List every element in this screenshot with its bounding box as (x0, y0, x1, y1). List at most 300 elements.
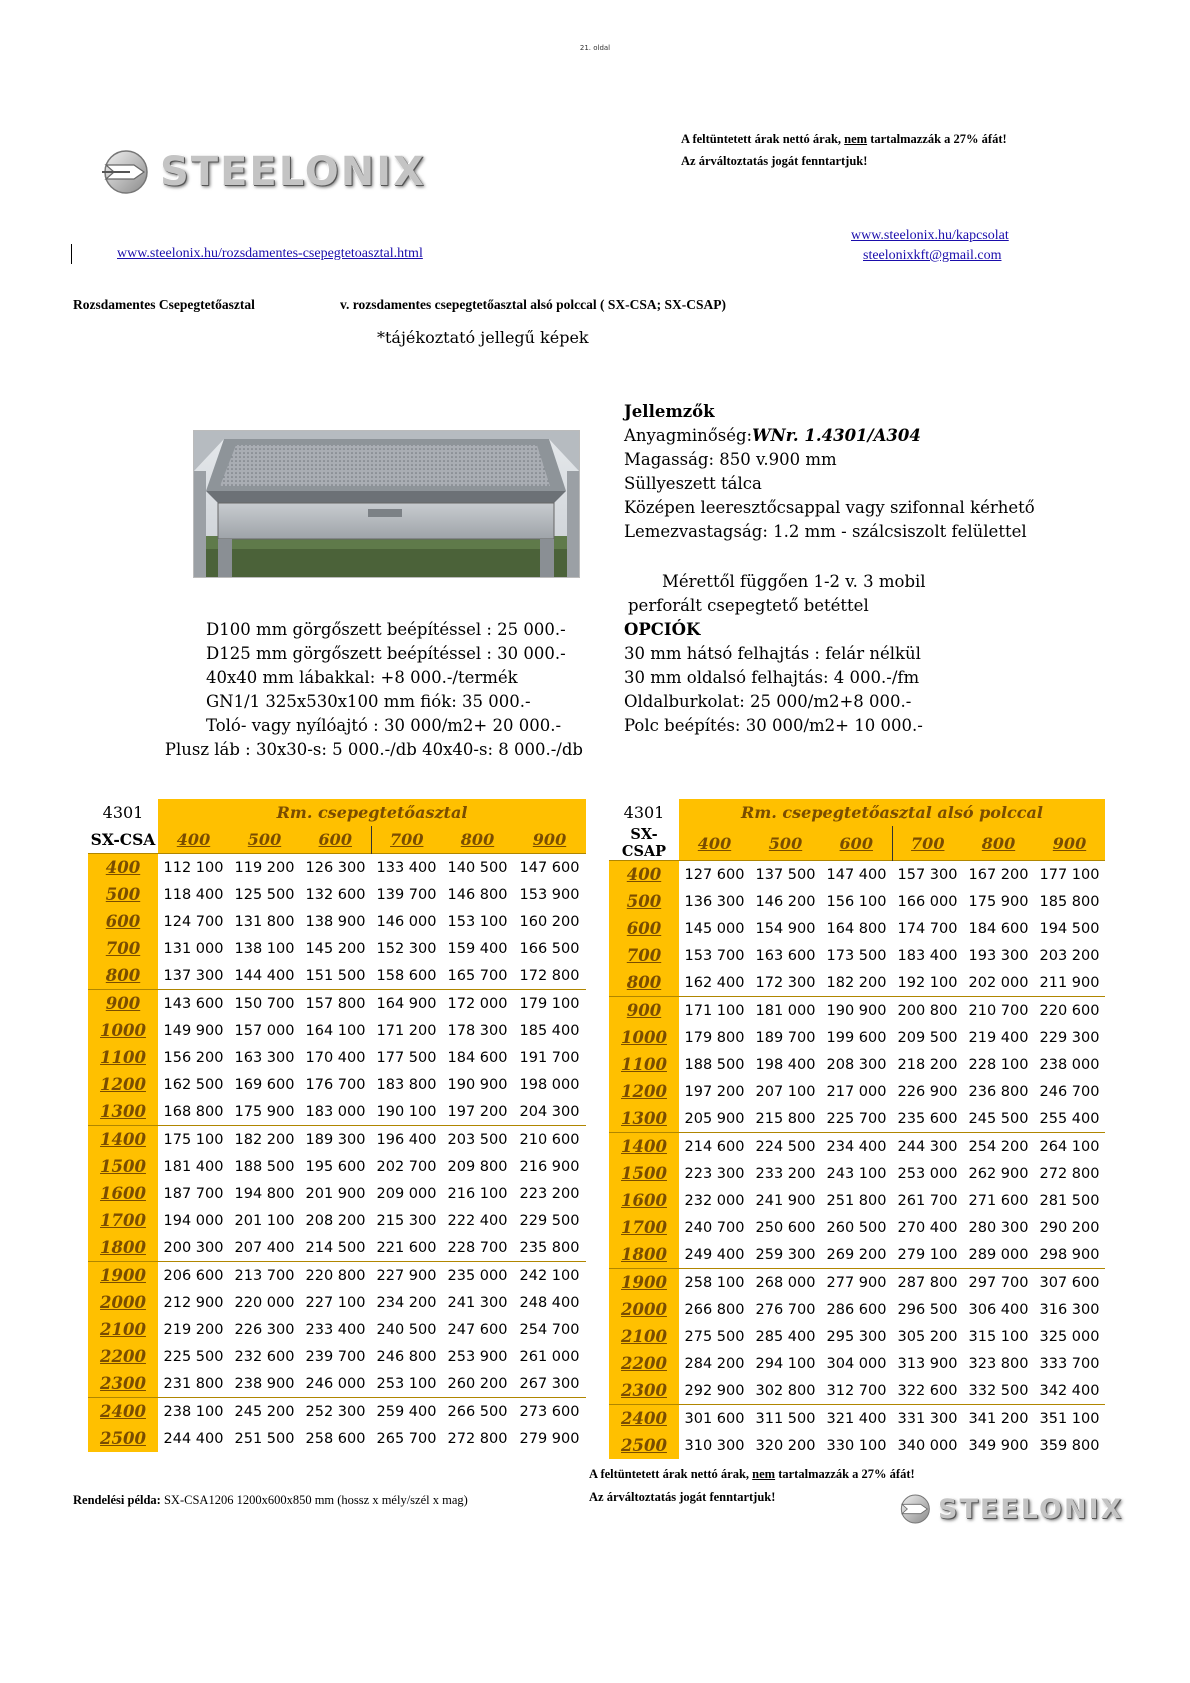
price-cell: 244 400 (163, 1430, 224, 1447)
price-cell: 332 500 (968, 1382, 1029, 1399)
row-size-header: 900 (88, 990, 158, 1018)
price-cell: 184 600 (447, 1049, 508, 1066)
row-size-header: 1300 (609, 1105, 679, 1133)
price-cell: 281 500 (1039, 1192, 1100, 1209)
price-cell: 297 700 (963, 1269, 1034, 1297)
row-size-header: 600 (88, 908, 158, 935)
price-cell: 147 400 (821, 861, 892, 889)
table-row (88, 1207, 586, 1234)
column-header: 500 (750, 826, 821, 861)
steelonix-logo (100, 148, 426, 196)
option-drawer: GN1/1 325x530x100 mm fiók: 35 000.- (206, 692, 531, 711)
price-cell: 183 400 (897, 947, 958, 964)
price-cell: 246 000 (305, 1375, 366, 1392)
price-cell: 131 800 (234, 913, 295, 930)
price-cell: 236 800 (968, 1083, 1029, 1100)
row-size-header: 2000 (88, 1289, 158, 1316)
table-row (609, 1160, 1105, 1187)
price-cell: 207 100 (755, 1083, 816, 1100)
row-size-header: 1600 (88, 1180, 158, 1207)
price-cell: 175 100 (158, 1126, 229, 1154)
price-cell: 233 400 (305, 1321, 366, 1338)
price-cell: 311 500 (750, 1405, 821, 1433)
price-cell: 304 000 (826, 1355, 887, 1372)
price-cell: 227 100 (305, 1294, 366, 1311)
page-number: 21. oldal (579, 44, 611, 52)
price-cell: 203 200 (1039, 947, 1100, 964)
price-cell: 246 700 (1039, 1083, 1100, 1100)
price-cell: 177 500 (376, 1049, 437, 1066)
features-title: Jellemzők (624, 402, 715, 421)
price-cell: 287 800 (892, 1269, 963, 1297)
price-cell: 260 500 (826, 1219, 887, 1236)
row-size-header: 700 (609, 942, 679, 969)
price-cell: 219 400 (968, 1029, 1029, 1046)
option-side-fold: 30 mm oldalsó felhajtás: 4 000.-/fm (624, 668, 920, 687)
price-cell: 261 700 (897, 1192, 958, 1209)
price-cell: 261 000 (519, 1348, 580, 1365)
price-cell: 295 300 (826, 1328, 887, 1345)
price-cell: 198 400 (755, 1056, 816, 1073)
price-cell: 292 900 (684, 1382, 745, 1399)
price-cell: 272 800 (1039, 1165, 1100, 1182)
price-cell: 202 000 (968, 974, 1029, 991)
price-notice (681, 128, 1007, 172)
price-cell: 320 200 (755, 1437, 816, 1454)
price-cell: 279 900 (519, 1430, 580, 1447)
table-row (88, 935, 586, 962)
price-cell: 215 800 (755, 1110, 816, 1127)
price-cell: 162 400 (684, 974, 745, 991)
product-code: SX-CSA (88, 826, 158, 854)
price-cell: 183 000 (305, 1103, 366, 1120)
row-size-header: 500 (88, 881, 158, 908)
price-cell: 264 100 (1034, 1133, 1105, 1161)
price-cell: 131 000 (163, 940, 224, 957)
column-header: 800 (442, 826, 513, 854)
price-cell: 154 900 (755, 920, 816, 937)
price-cell: 240 500 (376, 1321, 437, 1338)
price-cell: 194 800 (234, 1185, 295, 1202)
price-cell: 159 400 (447, 940, 508, 957)
logo-arrow-icon (898, 1492, 938, 1526)
price-cell: 253 900 (447, 1348, 508, 1365)
price-cell: 301 600 (679, 1405, 750, 1433)
price-cell: 182 200 (229, 1126, 300, 1154)
price-cell: 235 000 (442, 1262, 513, 1290)
row-size-header: 1400 (88, 1126, 158, 1154)
price-cell: 166 500 (519, 940, 580, 957)
price-cell: 245 200 (229, 1398, 300, 1426)
order-example: Rendelési példa: SX-CSA1206 1200x600x850 mm (hossz x mély/szél x mag) (73, 1493, 468, 1507)
price-cell: 312 700 (826, 1382, 887, 1399)
price-cell: 258 600 (305, 1430, 366, 1447)
price-cell: 206 600 (158, 1262, 229, 1290)
price-cell: 234 400 (821, 1133, 892, 1161)
price-cell: 238 900 (234, 1375, 295, 1392)
price-cell: 323 800 (968, 1355, 1029, 1372)
price-cell: 225 500 (163, 1348, 224, 1365)
price-cell: 200 800 (892, 997, 963, 1025)
price-cell: 132 600 (305, 886, 366, 903)
row-size-header: 2100 (88, 1316, 158, 1343)
price-cell: 223 200 (519, 1185, 580, 1202)
price-cell: 202 700 (376, 1158, 437, 1175)
option-side-cover: Oldalburkolat: 25 000/m2+8 000.- (624, 692, 912, 711)
price-cell: 174 700 (897, 920, 958, 937)
price-cell: 182 200 (826, 974, 887, 991)
price-cell: 241 300 (447, 1294, 508, 1311)
price-cell: 196 400 (371, 1126, 442, 1154)
price-cell: 266 500 (442, 1398, 513, 1426)
table-row (609, 888, 1105, 915)
email-link[interactable]: steelonixkft@gmail.com (863, 248, 1002, 263)
price-cell: 209 800 (447, 1158, 508, 1175)
price-cell: 204 300 (519, 1103, 580, 1120)
row-size-header: 2100 (609, 1323, 679, 1350)
price-cell: 235 600 (897, 1110, 958, 1127)
table-row (88, 1071, 586, 1098)
price-cell: 245 500 (968, 1110, 1029, 1127)
price-cell: 150 700 (229, 990, 300, 1018)
price-cell: 164 100 (305, 1022, 366, 1039)
table-row (609, 1350, 1105, 1377)
table-row (88, 1343, 586, 1370)
price-cell: 160 200 (519, 913, 580, 930)
price-cell: 181 400 (163, 1158, 224, 1175)
price-cell: 229 300 (1039, 1029, 1100, 1046)
price-cell: 185 800 (1039, 893, 1100, 910)
price-cell: 156 200 (163, 1049, 224, 1066)
price-cell: 199 600 (826, 1029, 887, 1046)
table-row (609, 1241, 1105, 1269)
price-cell: 138 100 (234, 940, 295, 957)
row-size-header: 1800 (609, 1241, 679, 1269)
column-header: 800 (963, 826, 1034, 861)
table-row (88, 1180, 586, 1207)
price-cell: 249 400 (684, 1246, 745, 1263)
row-size-header: 1100 (88, 1044, 158, 1071)
footer-notice-line1: A feltüntetett árak nettó árak, nem tartalmazzák a 27% áfát! (589, 1467, 915, 1481)
price-cell: 226 300 (234, 1321, 295, 1338)
price-cell: 157 300 (892, 861, 963, 889)
column-header: 900 (513, 826, 586, 854)
logo-arrow-icon (100, 148, 160, 196)
table-row (609, 969, 1105, 997)
price-cell: 173 500 (826, 947, 887, 964)
logo-text: STEELONIX (160, 149, 427, 195)
price-cell: 179 800 (684, 1029, 745, 1046)
price-cell: 225 700 (826, 1110, 887, 1127)
price-cell: 152 300 (376, 940, 437, 957)
price-cell: 269 200 (826, 1246, 887, 1263)
price-cell: 209 500 (897, 1029, 958, 1046)
feature-height: Magasság: 850 v.900 mm (624, 450, 837, 469)
price-cell: 143 600 (158, 990, 229, 1018)
price-cell: 177 100 (1034, 861, 1105, 889)
price-cell: 153 700 (684, 947, 745, 964)
price-cell: 247 600 (447, 1321, 508, 1338)
price-cell: 164 900 (371, 990, 442, 1018)
price-cell: 172 300 (755, 974, 816, 991)
contact-page-link[interactable]: www.steelonix.hu/kapcsolat (851, 228, 1009, 243)
price-cell: 265 700 (376, 1430, 437, 1447)
price-cell: 331 300 (892, 1405, 963, 1433)
price-cell: 322 600 (897, 1382, 958, 1399)
price-cell: 197 200 (447, 1103, 508, 1120)
table-row (609, 1377, 1105, 1405)
price-cell: 188 500 (234, 1158, 295, 1175)
price-cell: 184 600 (968, 920, 1029, 937)
table-row (609, 1214, 1105, 1241)
row-size-header: 2400 (609, 1405, 679, 1433)
table-row (609, 1432, 1105, 1459)
row-size-header: 700 (88, 935, 158, 962)
price-cell: 145 000 (684, 920, 745, 937)
table-row (88, 1289, 586, 1316)
price-cell: 163 600 (755, 947, 816, 964)
price-cell: 200 300 (163, 1239, 224, 1256)
price-cell: 146 000 (376, 913, 437, 930)
table-row (88, 1098, 586, 1126)
price-cell: 151 500 (305, 967, 366, 984)
table-row (88, 854, 586, 882)
price-cell: 342 400 (1039, 1382, 1100, 1399)
price-cell: 289 000 (968, 1246, 1029, 1263)
price-cell: 133 400 (371, 854, 442, 882)
price-cell: 310 300 (684, 1437, 745, 1454)
price-cell: 244 300 (892, 1133, 963, 1161)
row-size-header: 1200 (609, 1078, 679, 1105)
row-size-header: 600 (609, 915, 679, 942)
price-cell: 185 400 (519, 1022, 580, 1039)
options-block (624, 618, 923, 738)
logo-text: STEELONIX (938, 1493, 1124, 1525)
table-row (609, 861, 1105, 889)
price-cell: 167 200 (963, 861, 1034, 889)
price-cell: 183 800 (376, 1076, 437, 1093)
footer-notice-line2: Az árváltoztatás jogát fenntartjuk! (589, 1490, 776, 1504)
price-cell: 162 500 (163, 1076, 224, 1093)
price-cell: 170 400 (305, 1049, 366, 1066)
price-cell: 333 700 (1039, 1355, 1100, 1372)
price-cell: 171 200 (376, 1022, 437, 1039)
column-header: 400 (158, 826, 229, 854)
table-row (609, 1405, 1105, 1433)
price-cell: 211 900 (1039, 974, 1100, 991)
price-cell: 112 100 (158, 854, 229, 882)
price-cell: 164 800 (826, 920, 887, 937)
column-header: 700 (892, 826, 963, 861)
row-size-header: 1000 (88, 1017, 158, 1044)
price-cell: 144 400 (234, 967, 295, 984)
row-size-header: 1700 (609, 1214, 679, 1241)
price-cell: 238 100 (158, 1398, 229, 1426)
price-cell: 163 300 (234, 1049, 295, 1066)
price-cell: 238 000 (1039, 1056, 1100, 1073)
price-cell: 153 100 (447, 913, 508, 930)
insert-line2: perforált csepegtető betéttel (628, 596, 869, 615)
price-cell: 178 300 (447, 1022, 508, 1039)
table-row (88, 1153, 586, 1180)
price-cell: 146 200 (755, 893, 816, 910)
price-cell: 233 200 (755, 1165, 816, 1182)
price-cell: 176 700 (305, 1076, 366, 1093)
table-row (609, 1105, 1105, 1133)
price-cell: 139 700 (376, 886, 437, 903)
price-cell: 179 100 (513, 990, 586, 1018)
price-cell: 187 700 (163, 1185, 224, 1202)
row-size-header: 2000 (609, 1296, 679, 1323)
price-cell: 193 300 (968, 947, 1029, 964)
feature-thickness: Lemezvastagság: 1.2 mm - szálcsiszolt felülettel (624, 522, 1027, 541)
row-size-header: 2300 (88, 1370, 158, 1398)
price-cell: 118 400 (163, 886, 224, 903)
price-cell: 169 600 (234, 1076, 295, 1093)
price-cell: 137 300 (163, 967, 224, 984)
price-cell: 172 800 (519, 967, 580, 984)
row-size-header: 1500 (88, 1153, 158, 1180)
price-cell: 197 200 (684, 1083, 745, 1100)
price-cell: 302 800 (755, 1382, 816, 1399)
price-cell: 220 000 (234, 1294, 295, 1311)
price-cell: 234 200 (376, 1294, 437, 1311)
table-row (609, 942, 1105, 969)
price-cell: 251 500 (234, 1430, 295, 1447)
price-cell: 140 500 (442, 854, 513, 882)
price-cell: 240 700 (684, 1219, 745, 1236)
row-size-header: 1900 (88, 1262, 158, 1290)
price-cell: 208 200 (305, 1212, 366, 1229)
features-block (624, 400, 1144, 544)
price-cell: 194 000 (163, 1212, 224, 1229)
price-notice-line1: A feltüntetett árak nettó árak, nem tartalmazzák a 27% áfát! (681, 132, 1007, 146)
price-cell: 222 400 (447, 1212, 508, 1229)
price-cell: 235 800 (519, 1239, 580, 1256)
price-cell: 246 800 (376, 1348, 437, 1365)
product-title-left: Rozsdamentes Csepegtetőasztal (73, 297, 255, 312)
price-cell: 207 400 (234, 1239, 295, 1256)
table-row (88, 1234, 586, 1262)
table-row (609, 1051, 1105, 1078)
price-cell: 250 600 (755, 1219, 816, 1236)
price-cell: 208 300 (826, 1056, 887, 1073)
price-cell: 146 800 (447, 886, 508, 903)
table-row (609, 997, 1105, 1025)
price-cell: 290 200 (1039, 1219, 1100, 1236)
option-d100-wheels: D100 mm görgőszett beépítéssel : 25 000.- (206, 620, 566, 639)
row-size-header: 2500 (609, 1432, 679, 1459)
row-size-header: 2200 (88, 1343, 158, 1370)
table-row (88, 990, 586, 1018)
price-cell: 254 700 (519, 1321, 580, 1338)
price-cell: 189 300 (300, 1126, 371, 1154)
table-row (609, 1187, 1105, 1214)
price-cell: 198 000 (519, 1076, 580, 1093)
column-header: 900 (1034, 826, 1105, 861)
price-cell: 248 400 (519, 1294, 580, 1311)
price-cell: 270 400 (897, 1219, 958, 1236)
price-cell: 210 700 (963, 997, 1034, 1025)
price-cell: 260 200 (447, 1375, 508, 1392)
image-disclaimer: *tájékoztató jellegű képek (377, 328, 589, 347)
price-cell: 188 500 (684, 1056, 745, 1073)
price-cell: 214 600 (679, 1133, 750, 1161)
price-cell: 209 000 (376, 1185, 437, 1202)
price-cell: 224 500 (750, 1133, 821, 1161)
price-cell: 276 700 (755, 1301, 816, 1318)
row-size-header: 500 (609, 888, 679, 915)
price-cell: 156 100 (826, 893, 887, 910)
product-page-link[interactable]: www.steelonix.hu/rozsdamentes-csepegtetoasztal.html (117, 246, 423, 261)
table-row (88, 962, 586, 990)
table-row (88, 1017, 586, 1044)
price-cell: 138 900 (305, 913, 366, 930)
row-size-header: 900 (609, 997, 679, 1025)
material-line: Anyagminőség:WNr. 1.4301/A304 (624, 426, 921, 445)
price-cell: 228 100 (968, 1056, 1029, 1073)
price-cell: 251 800 (826, 1192, 887, 1209)
price-cell: 241 900 (755, 1192, 816, 1209)
feature-drain: Középen leeresztőcsappal vagy szifonnal kérhető (624, 498, 1035, 517)
price-cell: 316 300 (1039, 1301, 1100, 1318)
price-cell: 228 700 (447, 1239, 508, 1256)
price-cell: 153 900 (519, 886, 580, 903)
table-row (88, 1316, 586, 1343)
price-cell: 262 900 (968, 1165, 1029, 1182)
price-cell: 157 000 (234, 1022, 295, 1039)
price-cell: 223 300 (684, 1165, 745, 1182)
price-cell: 119 200 (229, 854, 300, 882)
table-row (88, 881, 586, 908)
row-size-header: 400 (88, 854, 158, 882)
row-size-header: 2400 (88, 1398, 158, 1426)
row-size-header: 1600 (609, 1187, 679, 1214)
price-cell: 315 100 (968, 1328, 1029, 1345)
price-cell: 341 200 (963, 1405, 1034, 1433)
price-cell: 192 100 (897, 974, 958, 991)
price-cell: 157 800 (300, 990, 371, 1018)
price-cell: 216 100 (447, 1185, 508, 1202)
option-extra-leg: Plusz láb : 30x30-s: 5 000.-/db 40x40-s: 8 000.-/db (164, 740, 583, 759)
price-cell: 242 100 (513, 1262, 586, 1290)
price-cell: 321 400 (821, 1405, 892, 1433)
price-cell: 158 600 (376, 967, 437, 984)
row-size-header: 2500 (88, 1425, 158, 1452)
price-cell: 229 500 (519, 1212, 580, 1229)
price-cell: 126 300 (300, 854, 371, 882)
material-code: 4301 (88, 799, 158, 826)
price-cell: 267 300 (519, 1375, 580, 1392)
column-header: 600 (821, 826, 892, 861)
table-row (609, 1323, 1105, 1350)
column-header: 500 (229, 826, 300, 854)
price-cell: 127 600 (679, 861, 750, 889)
price-cell: 190 900 (821, 997, 892, 1025)
price-cell: 201 900 (305, 1185, 366, 1202)
column-header: 700 (371, 826, 442, 854)
price-cell: 190 100 (376, 1103, 437, 1120)
price-cell: 194 500 (1039, 920, 1100, 937)
margin-bar (71, 244, 72, 264)
price-cell: 253 100 (376, 1375, 437, 1392)
table-row (609, 1296, 1105, 1323)
table-row (609, 915, 1105, 942)
price-cell: 219 200 (163, 1321, 224, 1338)
price-cell: 213 700 (229, 1262, 300, 1290)
price-cell: 359 800 (1039, 1437, 1100, 1454)
price-cell: 166 000 (897, 893, 958, 910)
